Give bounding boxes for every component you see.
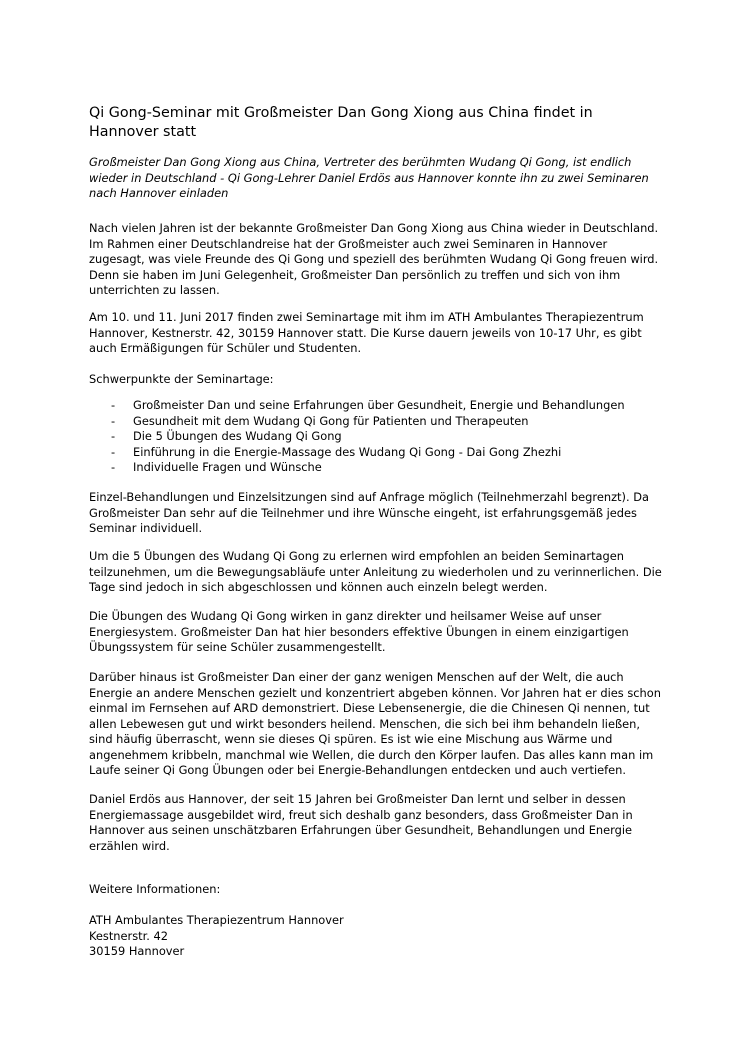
list-heading: Schwerpunkte der Seminartage:	[89, 372, 274, 386]
bullet-dash: -	[111, 413, 116, 428]
bullet-dash: -	[111, 460, 116, 474]
address-line: Kestnerstr. 42	[89, 928, 168, 943]
list-item	[89, 429, 625, 445]
paragraph-dates: Am 10. und 11. Juni 2017 finden zwei Seminartage mit ihm im ATH Ambulantes Therapiezentrum Hannover, Kestnerstr. 42, 30159 Hannover statt. Die Kurse dauern jeweils von 10-17 Uhr, es gibt auch Ermäßigungen für Schüler und Studenten.	[89, 310, 644, 355]
paragraph-exercises: Um die 5 Übungen des Wudang Qi Gong zu erlernen wird empfohlen an beiden Seminartagen teilzunehmen, um die Bewegungsabläufe unter Anleitung zu wiederholen und zu verinnerlichen. Die Tage sind jedoch in sich abgeschlossen und können auch einzeln belegt werden.	[89, 549, 662, 594]
list-item-text: Einführung in die Energie-Massage des Wudang Qi Gong - Dai Gong Zhezhi	[133, 444, 562, 459]
list-item	[89, 414, 625, 430]
list-item-text: Großmeister Dan und seine Erfahrungen über Gesundheit, Energie und Behandlungen	[133, 398, 625, 412]
address-line: 30159 Hannover	[89, 944, 185, 958]
list-item-text: Individuelle Fragen und Wünsche	[133, 460, 322, 474]
list-item	[89, 445, 625, 461]
document-title: Qi Gong-Seminar mit Großmeister Dan Gong Xiong aus China findet in Hannover statt	[89, 105, 593, 140]
paragraph-sessions: Einzel-Behandlungen und Einzelsitzungen sind auf Anfrage möglich (Teilnehmerzahl begrenzt). Da Großmeister Dan sehr auf die Teilnehmer und ihre Wünsche eingeht, ist erfahrungsgemäß jedes Seminar individuell.	[89, 490, 649, 535]
paragraph-qi-energy: Darüber hinaus ist Großmeister Dan einer der ganz wenigen Menschen auf der Welt, die auch Energie an andere Menschen gezielt und konzentriert abgeben können. Vor Jahren hat er dies schon einmal im Fernsehen auf ARD demonstriert. Diese Lebensenergie, die die Chinesen Qi nennen, tut allen Lebewesen gut und wirkt besonders heilend. Menschen, die sich bei ihm behandeln ließen, sind häufig überrascht, wenn sie dieses Qi spüren. Es ist wie eine Mischung aus Wärme und angenehmem kribbeln, manchmal wie Wellen, die durch den Körper laufen. Das alles kann man im Laufe seiner Qi Gong Übungen oder bei Energie-Behandlungen entdecken und auch vertiefen.	[89, 670, 661, 777]
paragraph-energy-system: Die Übungen des Wudang Qi Gong wirken in ganz direkter und heilsamer Weise auf unser Energiesystem. Großmeister Dan hat hier besonders effektive Übungen in einem einzigartigen Übungssystem für seine Schüler zusammengestellt.	[89, 609, 629, 654]
paragraph-intro: Nach vielen Jahren ist der bekannte Großmeister Dan Gong Xiong aus China wieder in Deutschland. Im Rahmen einer Deutschlandreise hat der Großmeister auch zwei Seminaren in Hannover zugesagt, was viele Freunde des Qi Gong und speziell des berühmten Wudang Qi Gong freuen wird. Denn sie haben im Juni Gelegenheit, Großmeister Dan persönlich zu treffen und sich von ihm unterrichten zu lassen.	[89, 221, 659, 297]
focus-list	[89, 398, 625, 476]
bullet-dash: -	[111, 398, 116, 412]
paragraph-daniel-erdos: Daniel Erdös aus Hannover, der seit 15 Jahren bei Großmeister Dan lernt und selber in dessen Energiemassage ausgebildet wird, freut sich deshalb ganz besonders, dass Großmeister Dan in Hannover aus seinen unschätzbaren Erfahrungen über Gesundheit, Behandlungen und Energie erzählen wird.	[89, 792, 633, 853]
address-line: ATH Ambulantes Therapiezentrum Hannover	[89, 913, 344, 927]
info-heading: Weitere Informationen:	[89, 882, 221, 896]
list-item	[89, 460, 625, 476]
bullet-dash: -	[111, 444, 116, 459]
address-block	[89, 913, 665, 960]
lead-paragraph: Großmeister Dan Gong Xiong aus China, Vertreter des berühmten Wudang Qi Gong, ist endlich wieder in Deutschland - Qi Gong-Lehrer Daniel Erdös aus Hannover konnte ihn zu zwei Seminaren nach Hannover einladen	[89, 155, 649, 200]
bullet-dash: -	[111, 429, 116, 443]
list-item-text: Gesundheit mit dem Wudang Qi Gong für Patienten und Therapeuten	[133, 413, 529, 428]
list-item-text: Die 5 Übungen des Wudang Qi Gong	[133, 429, 342, 443]
list-item	[89, 398, 625, 414]
